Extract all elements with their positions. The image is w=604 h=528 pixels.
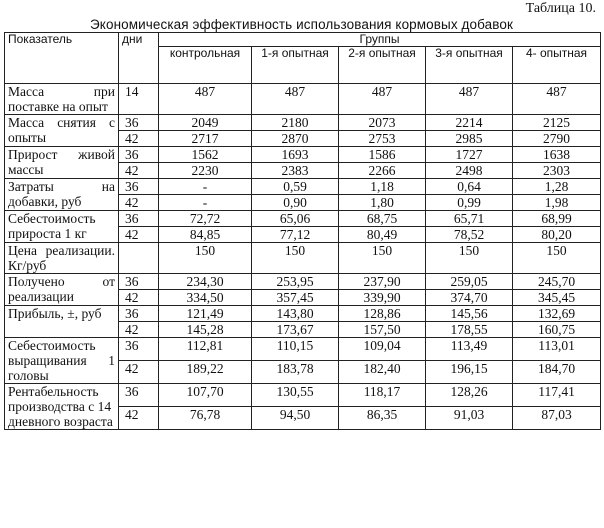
value-cell: 345,45 [513,290,601,306]
value-cell: 145,28 [159,322,252,338]
value-cell: 184,70 [513,361,601,384]
value-cell: 107,70 [159,384,252,407]
value-cell: 1693 [252,147,339,163]
value-cell: 80,20 [513,227,601,243]
value-cell: 1586 [339,147,426,163]
value-cell: 183,78 [252,361,339,384]
value-cell: 150 [339,243,426,274]
header-group-control: контрольная [159,47,252,84]
row-day: 42 [119,195,159,211]
value-cell: 157,50 [339,322,426,338]
row-label: Себестоимость выращивания 1 головы [5,338,119,384]
value-cell: 143,80 [252,306,339,322]
value-cell: 2717 [159,131,252,147]
table-row [5,338,601,361]
value-cell: 178,55 [426,322,513,338]
value-cell: 130,55 [252,384,339,407]
value-cell: 128,26 [426,384,513,407]
table-number: Таблица 10. [525,1,596,16]
header-group-3: 3-я опытная [426,47,513,84]
row-day: 42 [119,322,159,338]
value-cell: 160,75 [513,322,601,338]
value-cell: 1,98 [513,195,601,211]
row-label: Цена реализации. Кг/руб [5,243,119,274]
value-cell: 0,64 [426,179,513,195]
row-label: Масса снятия с опыты [5,115,119,147]
row-label: Масса при поставке на опыт [5,84,119,115]
table-row [5,211,601,227]
row-day: 42 [119,227,159,243]
value-cell: - [159,179,252,195]
row-label: Себестоимость прироста 1 кг [5,211,119,243]
value-cell: 0,90 [252,195,339,211]
value-cell: 110,15 [252,338,339,361]
value-cell: 487 [252,84,339,115]
row-day: 36 [119,384,159,407]
header-group-1: 1-я опытная [252,47,339,84]
row-label: Прирост живой массы [5,147,119,179]
value-cell: 65,06 [252,211,339,227]
row-label: Затраты на добавки, руб [5,179,119,211]
value-cell: 1,18 [339,179,426,195]
row-label: Рентабельность производства с 14 дневного возраста [5,384,119,430]
table-title: Экономическая эффективность использования кормовых добавок [90,17,514,32]
row-day: 42 [119,163,159,179]
row-day: 42 [119,131,159,147]
value-cell: 0,99 [426,195,513,211]
value-cell: 253,95 [252,274,339,290]
row-day: 36 [119,306,159,322]
value-cell: 113,01 [513,338,601,361]
value-cell: 2498 [426,163,513,179]
value-cell: 1562 [159,147,252,163]
value-cell: 84,85 [159,227,252,243]
value-cell: 150 [252,243,339,274]
row-day [119,243,159,274]
value-cell: 132,69 [513,306,601,322]
value-cell: 196,15 [426,361,513,384]
value-cell: 2125 [513,115,601,131]
row-day: 36 [119,147,159,163]
row-label: Прибыль, ±, руб [5,306,119,338]
row-day: 42 [119,407,159,430]
value-cell: 374,70 [426,290,513,306]
value-cell: 109,04 [339,338,426,361]
value-cell: 2214 [426,115,513,131]
value-cell: 72,72 [159,211,252,227]
value-cell: 357,45 [252,290,339,306]
value-cell: 121,49 [159,306,252,322]
value-cell: 65,71 [426,211,513,227]
value-cell: 2230 [159,163,252,179]
row-day: 42 [119,361,159,384]
efficiency-table [4,32,601,430]
value-cell: 112,81 [159,338,252,361]
value-cell: 237,90 [339,274,426,290]
value-cell: 182,40 [339,361,426,384]
row-day: 36 [119,115,159,131]
value-cell: 2985 [426,131,513,147]
value-cell: 86,35 [339,407,426,430]
value-cell: 173,67 [252,322,339,338]
value-cell: 87,03 [513,407,601,430]
row-day: 36 [119,274,159,290]
row-day: 36 [119,338,159,361]
table-row [5,243,601,274]
header-indicator: Показатель [5,33,119,84]
value-cell: 487 [426,84,513,115]
value-cell: 68,99 [513,211,601,227]
header-row-top [5,33,601,47]
value-cell: 2180 [252,115,339,131]
row-day: 36 [119,179,159,195]
header-group-2: 2-я опытная [339,47,426,84]
table-row [5,84,601,115]
value-cell: 2870 [252,131,339,147]
value-cell: 1638 [513,147,601,163]
value-cell: 77,12 [252,227,339,243]
value-cell: 339,90 [339,290,426,306]
table-row [5,384,601,407]
value-cell: 245,70 [513,274,601,290]
value-cell: 2073 [339,115,426,131]
value-cell: 234,30 [159,274,252,290]
value-cell: 113,49 [426,338,513,361]
value-cell: 128,86 [339,306,426,322]
value-cell: 2753 [339,131,426,147]
row-day: 14 [119,84,159,115]
value-cell: 2049 [159,115,252,131]
value-cell: 1,28 [513,179,601,195]
table-row [5,179,601,195]
value-cell: 1,80 [339,195,426,211]
value-cell: 76,78 [159,407,252,430]
value-cell: 117,41 [513,384,601,407]
row-day: 36 [119,211,159,227]
table-row [5,147,601,163]
value-cell: 2266 [339,163,426,179]
value-cell: 334,50 [159,290,252,306]
value-cell: 68,75 [339,211,426,227]
header-groups: Группы [159,33,601,47]
value-cell: 2303 [513,163,601,179]
table-body [5,33,601,430]
row-label: Получено от реализации [5,274,119,306]
table-row [5,115,601,131]
value-cell: 1727 [426,147,513,163]
value-cell: 80,49 [339,227,426,243]
table-row [5,274,601,290]
value-cell: 78,52 [426,227,513,243]
value-cell: 487 [159,84,252,115]
value-cell: 118,17 [339,384,426,407]
value-cell: 150 [159,243,252,274]
value-cell: 150 [426,243,513,274]
value-cell: 145,56 [426,306,513,322]
value-cell: 150 [513,243,601,274]
table-row [5,306,601,322]
value-cell: 189,22 [159,361,252,384]
value-cell: 487 [513,84,601,115]
value-cell: 0,59 [252,179,339,195]
value-cell: - [159,195,252,211]
header-group-4: 4- опытная [513,47,601,84]
value-cell: 91,03 [426,407,513,430]
value-cell: 2383 [252,163,339,179]
row-day: 42 [119,290,159,306]
value-cell: 2790 [513,131,601,147]
value-cell: 259,05 [426,274,513,290]
value-cell: 94,50 [252,407,339,430]
value-cell: 487 [339,84,426,115]
header-days: дни [119,33,159,84]
